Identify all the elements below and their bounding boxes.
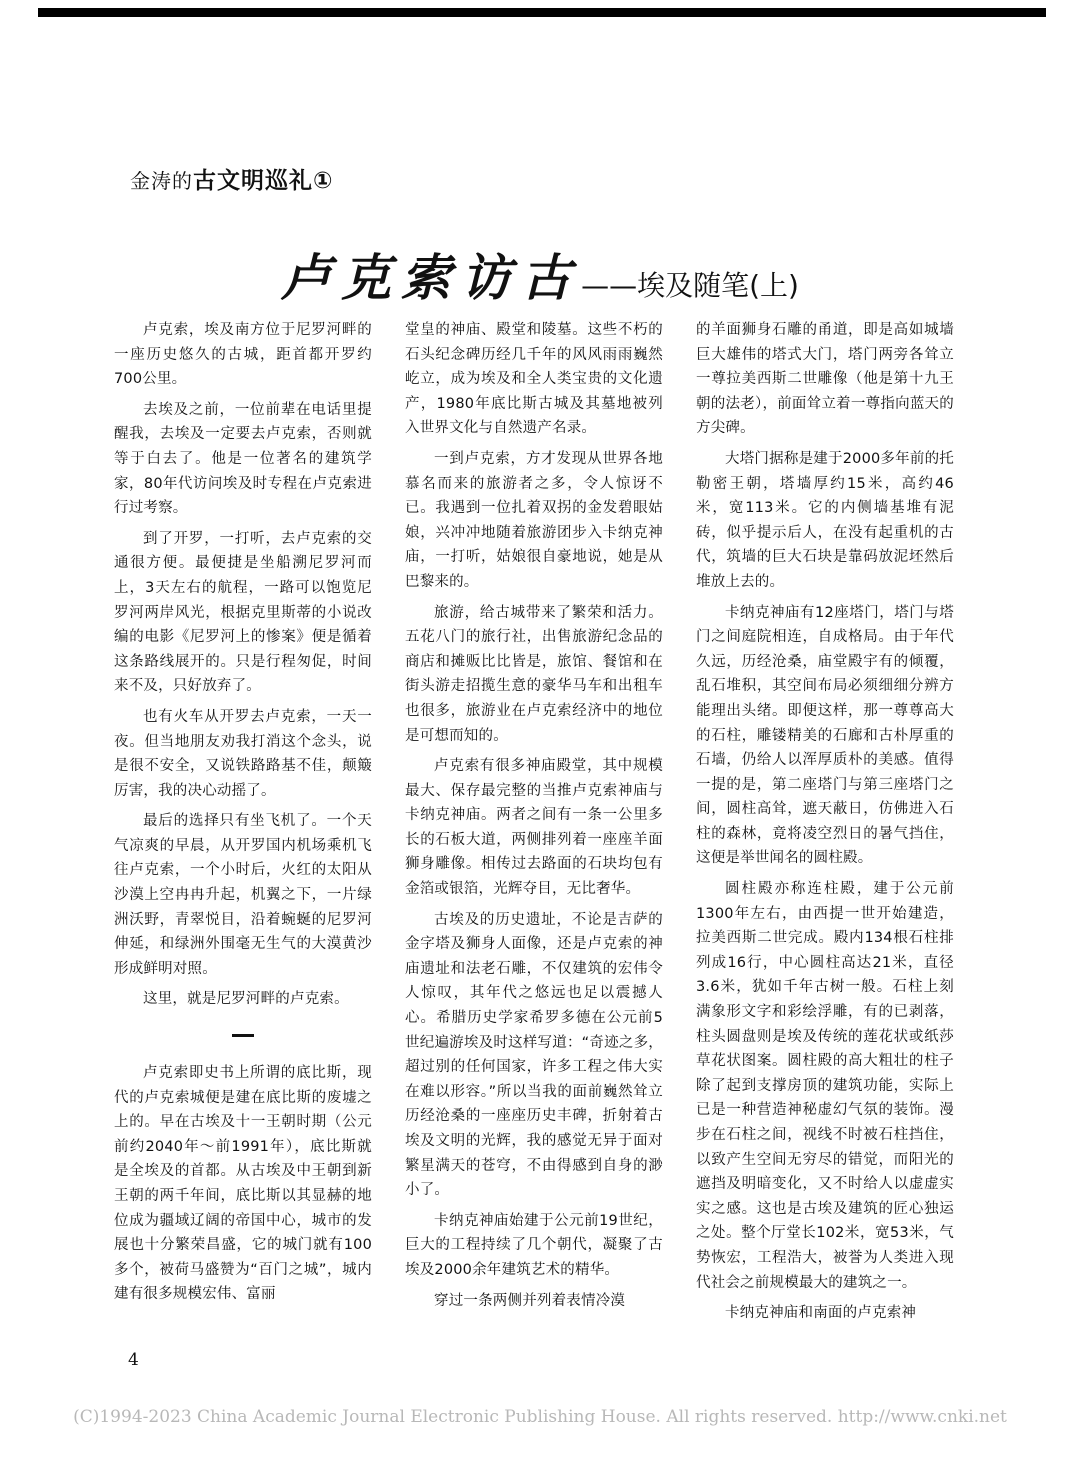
text-column-2	[405, 318, 663, 1319]
paragraph: 到了开罗，一打听，去卢克索的交通很方便。最便捷是坐船溯尼罗河而上，3天左右的航程，一路可以饱览尼罗河两岸风光，根据克里斯蒂的小说改编的电影《尼罗河上的惨案》便是循着这条路线展开的。只是行程匆促，时间来不及，只好放弃了。	[114, 530, 372, 695]
title-dash: ——	[581, 269, 638, 302]
paragraph: 的羊面狮身石雕的甬道，即是高如城墙巨大雄伟的塔式大门，塔门两旁各耸立一尊拉美西斯二世雕像（他是第十九王朝的法老），前面耸立着一尊指向蓝天的方尖碑。	[696, 322, 954, 437]
paragraph: 最后的选择只有坐飞机了。一个天气凉爽的早晨，从开罗国内机场乘机飞往卢克索，一个小时后，火红的太阳从沙漠上空冉冉升起，机翼之下，一片绿洲沃野，青翠悦目，沿着蜿蜒的尼罗河伸延，和绿洲外围毫无生气的大漠黄沙形成鲜明对照。	[114, 813, 372, 977]
paragraph: 堂皇的神庙、殿堂和陵墓。这些不朽的石头纪念碑历经几千年的风风雨雨巍然屹立，成为埃及和全人类宝贵的文化遗产，1980年底比斯古城及其墓地被列入世界文化与自然遗产名录。	[405, 322, 663, 437]
copyright-footer: (C)1994-2023 China Academic Journal Electronic Publishing House. All rights reserved. http://www.cnki.net	[73, 1407, 1007, 1427]
paragraph: 大塔门据称是建于2000多年前的托勒密王朝，塔墙厚约15米，高约46米，宽113米。它的内侧墙基堆有泥砖，似乎提示后人，在没有起重机的古代，筑墙的巨大石块是靠码放泥坯然后堆放上去的。	[696, 450, 954, 590]
paragraph: 这里，就是尼罗河畔的卢克索。	[143, 991, 349, 1008]
paragraph: 去埃及之前，一位前辈在电话里提醒我，去埃及一定要去卢克索，否则就等于白去了。他是一位著名的建筑学家，80年代访问埃及时专程在卢克索进行过考察。	[114, 401, 372, 517]
paragraph: 卢克索即史书上所谓的底比斯，现代的卢克索城便是建在底比斯的废墟之上的。早在古埃及十一王朝时期（公元前约2040年～前1991年），底比斯就是全埃及的首都。从古埃及中王朝到新王朝的两千年间，底比斯以其显赫的地位成为疆域辽阔的帝国中心，城市的发展也十分繁荣昌盛，它的城门就有100多个，被荷马盛赞为“百门之城”，城内建有很多规模宏伟、富丽	[114, 1065, 372, 1303]
article-title	[0, 238, 1080, 310]
section-break	[232, 1034, 254, 1037]
paragraph: 也有火车从开罗去卢克索，一天一夜。但当地朋友劝我打消这个念头，说是很不安全，又说铁路路基不佳，颠簸厉害，我的决心动摇了。	[114, 708, 372, 799]
paragraph: 穿过一条两侧并列着表情冷漠	[434, 1292, 626, 1309]
series-header	[130, 162, 333, 195]
paragraph: 卡纳克神庙和南面的卢克索神	[725, 1305, 917, 1322]
author-name: 金涛的	[130, 169, 193, 193]
paragraph: 卡纳克神庙始建于公元前19世纪，巨大的工程持续了几个朝代，凝聚了古埃及2000余年建筑艺术的精华。	[405, 1212, 663, 1278]
paragraph: 卢克索有很多神庙殿堂，其中规模最大、保存最完整的当推卢克索神庙与卡纳克神庙。两者之间有一条一公里多长的石板大道，两侧排列着一座座羊面狮身雕像。相传过去路面的石块均包有金箔或银箔，光辉夺目，无比奢华。	[405, 758, 663, 898]
title-main: 卢克索访古	[281, 248, 582, 307]
page-number: 4	[128, 1350, 139, 1370]
series-title: 古文明巡礼①	[193, 168, 334, 194]
paragraph: 圆柱殿亦称连柱殿，建于公元前1300年左右，由西提一世开始建造，拉美西斯二世完成。殿内134根石柱排列成16行，中心圆柱高达21米，直径3.6米，犹如千年古树一般。石柱上刻满象形文字和彩绘浮雕，有的已剥落，柱头圆盘则是埃及传统的莲花状或纸莎草花状图案。圆柱殿的高大粗壮的柱子除了起到支撑房顶的建筑功能，实际上已是一种营造神秘虚幻气氛的装饰。漫步在石柱之间，视线不时被石柱挡住，以致产生空间无穷尽的错觉，而阳光的遮挡及明暗变化，又不时给人以虚虚实实之感。这也是古埃及建筑的匠心独运之处。整个厅堂长102米，宽53米，气势恢宏，工程浩大，被誉为人类进入现代社会之前规模最大的建筑之一。	[696, 881, 954, 1291]
top-rule	[38, 8, 1046, 17]
text-column-3	[696, 318, 954, 1332]
paragraph: 古埃及的历史遗址，不论是吉萨的金字塔及狮身人面像，还是卢克索的神庙遗址和法老石雕，不仅建筑的宏伟令人惊叹，其年代之悠远也足以震撼人心。希腊历史学家希罗多德在公元前5世纪遍游埃及时这样写道：“奇迹之多，超过别的任何国家，许多工程之伟大实在难以形容。”所以当我的面前巍然耸立历经沧桑的一座座历史丰碑，折射着古埃及文明的光辉，我的感觉无异于面对繁星满天的苍穹，不由得感到自身的渺小了。	[405, 911, 663, 1199]
paragraph: 卡纳克神庙有12座塔门，塔门与塔门之间庭院相连，自成格局。由于年代久远，历经沧桑，庙堂殿宇有的倾覆，乱石堆积，其空间布局必须细细分辨方能理出头绪。即便这样，那一尊尊高大的石柱，雕镂精美的石廊和古朴厚重的石墙，仍给人以浑厚质朴的美感。值得一提的是，第二座塔门与第三座塔门之间，圆柱高耸，遮天蔽日，仿佛进入石柱的森林，竟将凌空烈日的暑气挡住，这便是举世闻名的圆柱殿。	[696, 604, 954, 867]
title-subtitle: 埃及随笔(上)	[637, 269, 799, 302]
paragraph: 卢克索，埃及南方位于尼罗河畔的一座历史悠久的古城，距首都开罗约700公里。	[114, 322, 372, 388]
paragraph: 旅游，给古城带来了繁荣和活力。五花八门的旅行社，出售旅游纪念品的商店和摊贩比比皆是，旅馆、餐馆和在街头游走招揽生意的豪华马车和出租车也很多，旅游业在卢克索经济中的地位是可想而知的。	[405, 604, 663, 744]
text-column-1	[114, 318, 372, 1313]
paragraph: 一到卢克索，方才发现从世界各地慕名而来的旅游者之多，令人惊讶不已。我遇到一位扎着双拐的金发碧眼姑娘，兴冲冲地随着旅游团步入卡纳克神庙，一打听，姑娘很自豪地说，她是从巴黎来的。	[405, 450, 663, 590]
